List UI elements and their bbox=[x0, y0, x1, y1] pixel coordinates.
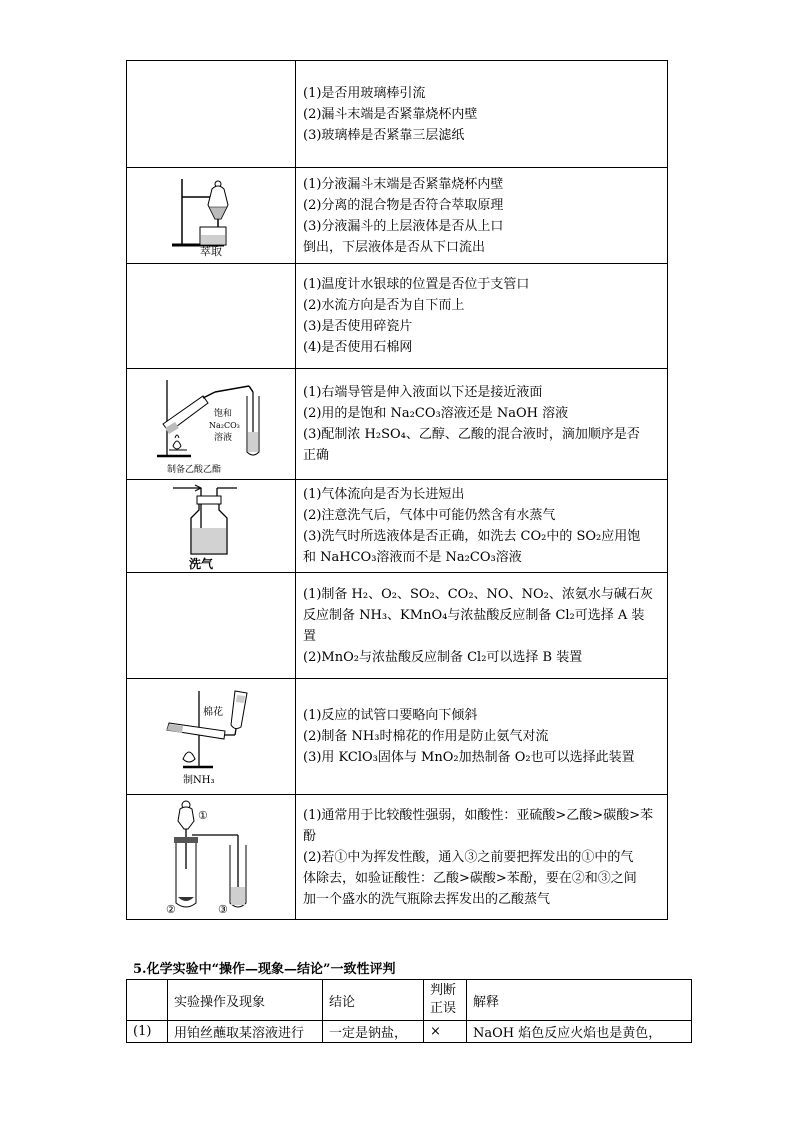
checklist-cell bbox=[296, 795, 668, 920]
apparatus-image-cell bbox=[127, 61, 296, 168]
checklist-line: (2)漏斗末端是否紧靠烧杯内壁 bbox=[303, 106, 478, 122]
diagram-caption: 制备乙酸乙酯 bbox=[167, 465, 222, 475]
checklist-line: 反应制备 NH₃、KMnO₄与浓盐酸反应制备 Cl₂可选择 A 装 bbox=[303, 607, 645, 623]
checklist-line: (3)分液漏斗的上层液体是否从上口 bbox=[303, 218, 504, 234]
table-row bbox=[127, 168, 668, 264]
checklist-line: (1)温度计水银球的位置是否位于支管口 bbox=[303, 277, 530, 292]
checklist-line: (4)是否使用石棉网 bbox=[303, 340, 413, 355]
diagram-caption: 制NH₃ bbox=[183, 774, 215, 786]
checklist-cell bbox=[296, 264, 668, 369]
operation-cell: 用铂丝蘸取某溶液进行 bbox=[168, 1021, 323, 1043]
column-header bbox=[127, 980, 168, 1021]
column-header: 实验操作及现象 bbox=[168, 980, 323, 1021]
diagram-caption: 洗气 bbox=[189, 557, 214, 570]
column-header: 解释 bbox=[467, 980, 692, 1021]
checklist-line: (1)分液漏斗末端是否紧靠烧杯内壁 bbox=[303, 176, 504, 192]
diagram-label: ② bbox=[166, 903, 176, 915]
checklist-line: (2)制备 NH₃时棉花的作用是防止氨气对流 bbox=[303, 729, 549, 744]
table-row bbox=[127, 264, 668, 369]
checklist-line: 酚 bbox=[303, 828, 317, 844]
checklist-line: 加一个盛水的洗气瓶除去挥发出的乙酸蒸气 bbox=[303, 891, 551, 907]
checklist-line: (1)右端导管是伸入液面以下还是接近液面 bbox=[303, 385, 543, 400]
conclusion-cell: 一定是钠盐， bbox=[323, 1021, 424, 1043]
checklist-line: (1)通常用于比较酸性强弱，如酸性：亚硫酸>乙酸>碳酸>苯 bbox=[303, 807, 654, 823]
checklist-line: (1)是否用玻璃棒引流 bbox=[303, 85, 426, 101]
checklist-line: 和 NaHCO₃溶液而不是 Na₂CO₃溶液 bbox=[303, 550, 522, 565]
judgment-cell: × bbox=[424, 1021, 467, 1043]
checklist-line: 置 bbox=[303, 628, 317, 644]
apparatus-image-cell bbox=[127, 264, 296, 369]
checklist-line: (1)制备 H₂、O₂、SO₂、CO₂、NO、NO₂、浓氨水与碱石灰 bbox=[303, 586, 653, 602]
checklist-line: (1)反应的试管口要略向下倾斜 bbox=[303, 708, 478, 723]
gas-washing-bottle-diagram bbox=[171, 482, 251, 570]
diagram-label: Na₂CO₃ bbox=[209, 421, 240, 430]
table-row bbox=[127, 573, 668, 679]
checklist-cell bbox=[296, 168, 668, 264]
apparatus-image-cell bbox=[127, 573, 296, 679]
diagram-label: ① bbox=[198, 809, 208, 822]
checklist-cell bbox=[296, 369, 668, 480]
checklist-cell bbox=[296, 61, 668, 168]
column-header-line: 判断 bbox=[430, 983, 457, 998]
checklist-line: (2)用的是饱和 Na₂CO₃溶液还是 NaOH 溶液 bbox=[303, 406, 569, 421]
experiment-checklist-table bbox=[126, 60, 668, 920]
table-row bbox=[127, 61, 668, 168]
diagram-label: 溶液 bbox=[214, 433, 233, 443]
checklist-line: 正确 bbox=[303, 448, 330, 463]
checklist-cell bbox=[296, 679, 668, 795]
column-header bbox=[424, 980, 467, 1021]
checklist-line: (2)注意洗气后，气体中可能仍然含有水蒸气 bbox=[303, 508, 556, 523]
table-header-row bbox=[127, 980, 692, 1021]
checklist-line: (2)水流方向是否为自下而上 bbox=[303, 298, 465, 313]
section-title: 5.化学实验中“操作—现象—结论”一致性评判 bbox=[133, 962, 396, 977]
checklist-line: (3)洗气时所选液体是否正确，如洗去 CO₂中的 SO₂应用饱 bbox=[303, 529, 641, 544]
checklist-line: 体除去，如验证酸性：乙酸>碳酸>苯酚，要在②和③之间 bbox=[303, 870, 637, 886]
checklist-line: (3)玻璃棒是否紧靠三层滤纸 bbox=[303, 127, 465, 143]
row-number: (1) bbox=[127, 1021, 168, 1043]
diagram-label: 饱和 bbox=[214, 409, 233, 419]
table-row bbox=[127, 1021, 692, 1043]
checklist-line: (2)MnO₂与浓盐酸反应制备 Cl₂可以选择 B 装置 bbox=[303, 649, 583, 665]
separatory-funnel-diagram bbox=[166, 175, 256, 257]
table-row bbox=[127, 679, 668, 795]
table-row bbox=[127, 369, 668, 480]
evaluation-table bbox=[126, 979, 692, 1043]
acidity-comparison-diagram bbox=[166, 799, 256, 915]
ammonia-preparation-diagram bbox=[161, 687, 261, 787]
column-header: 结论 bbox=[323, 980, 424, 1021]
checklist-line: (1)气体流向是否为长进短出 bbox=[303, 487, 465, 502]
checklist-line: (3)用 KClO₃固体与 MnO₂加热制备 O₂也可以选择此装置 bbox=[303, 750, 635, 765]
checklist-line: (2)若①中为挥发性酸，通入③之前要把挥发出的①中的气 bbox=[303, 849, 634, 865]
column-header-line: 正误 bbox=[430, 1001, 457, 1016]
checklist-line: 倒出，下层液体是否从下口流出 bbox=[303, 239, 486, 255]
diagram-label: ③ bbox=[218, 903, 228, 915]
checklist-cell bbox=[296, 480, 668, 573]
apparatus-image-cell bbox=[127, 795, 296, 920]
checklist-line: (3)配制浓 H₂SO₄、乙醇、乙酸的混合液时，滴加顺序是否 bbox=[303, 427, 640, 442]
explanation-cell: NaOH 焰色反应火焰也是黄色， bbox=[467, 1021, 692, 1043]
diagram-caption: 萃取 bbox=[200, 244, 222, 257]
checklist-line: (3)是否使用碎瓷片 bbox=[303, 319, 413, 334]
ethyl-acetate-apparatus-diagram bbox=[153, 372, 269, 476]
checklist-line: (2)分离的混合物是否符合萃取原理 bbox=[303, 197, 504, 213]
apparatus-image-cell bbox=[127, 168, 296, 264]
checklist-cell bbox=[296, 573, 668, 679]
table-row bbox=[127, 795, 668, 920]
apparatus-image-cell bbox=[127, 679, 296, 795]
table-row bbox=[127, 480, 668, 573]
apparatus-image-cell bbox=[127, 369, 296, 480]
apparatus-image-cell bbox=[127, 480, 296, 573]
diagram-label: 棉花 bbox=[203, 706, 223, 718]
